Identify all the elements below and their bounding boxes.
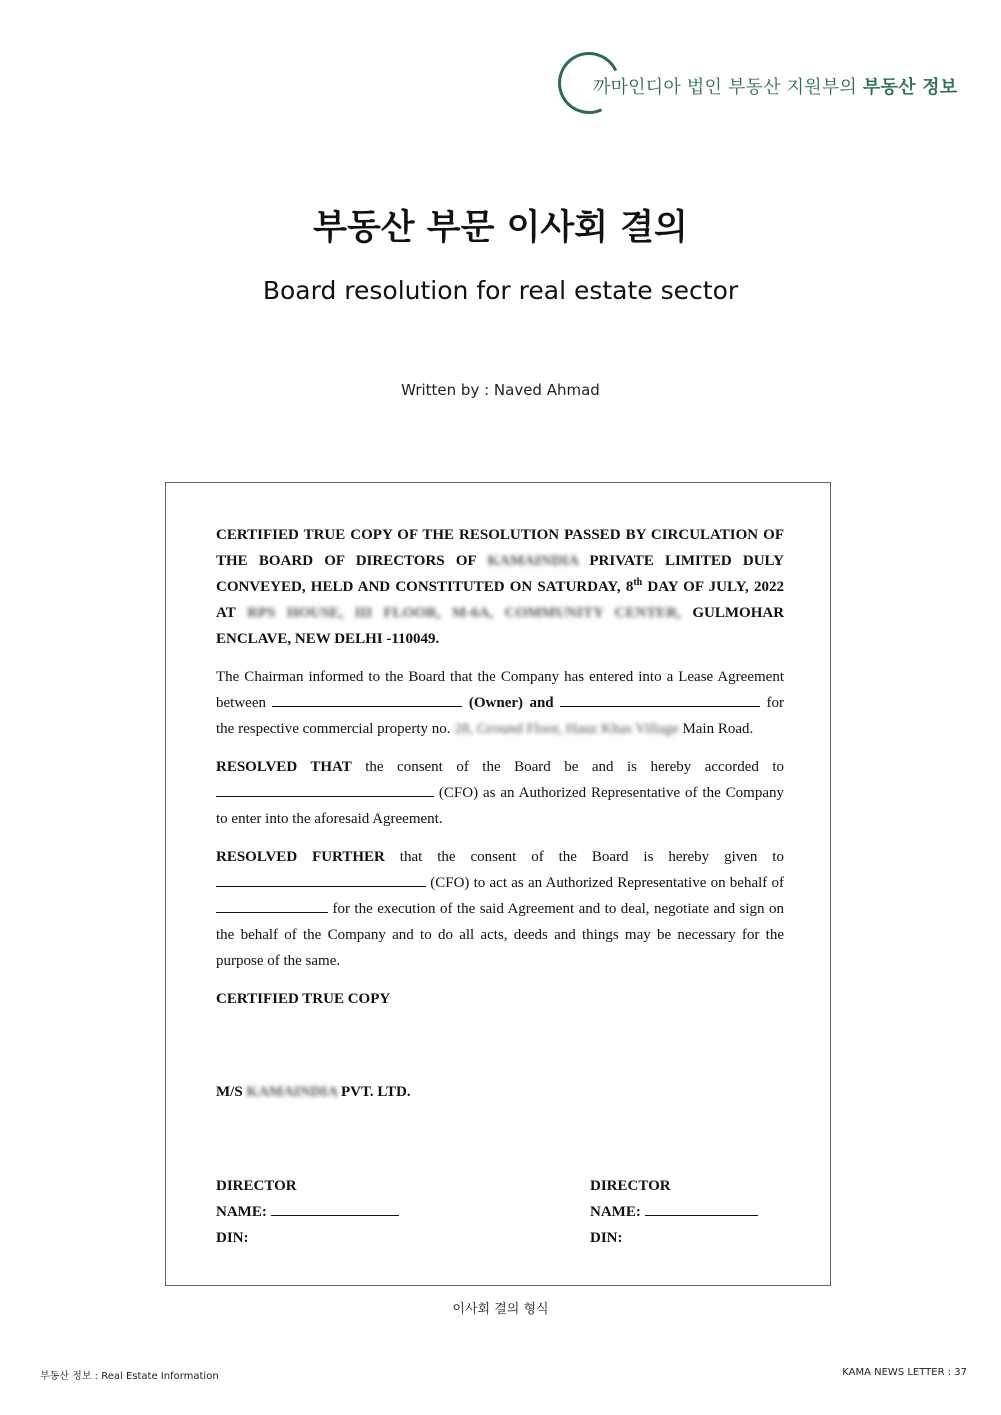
owner-label: (Owner) and [468, 695, 554, 711]
ms-suffix: PVT. LTD. [341, 1084, 411, 1100]
resolution-intro [216, 522, 784, 652]
author-line: Written by : Naved Ahmad [401, 381, 600, 399]
footer-section-label: 부동산 정보 : Real Estate Information [40, 1371, 219, 1382]
director-left-name-label: NAME: [216, 1204, 267, 1220]
company-signature-line [216, 1079, 784, 1105]
para3-text-2: (CFO) to act as an Authorized Representative on behalf of [430, 875, 784, 891]
intro-text-2: PRIVATE LIMITED DULY CONVEYED, HELD AND CONSTITUTED ON SATURDAY, 8 [216, 553, 785, 595]
resolved-further-label: RESOLVED FURTHER [216, 849, 385, 865]
owner-blank [272, 692, 462, 707]
redacted-company: KAMAINDIA [487, 553, 579, 569]
para1-text-1: The Chairman informed to the Board that the Company has entered into a Lease Agreement between [216, 669, 784, 711]
redacted-company-ms: KAMAINDIA [246, 1084, 338, 1100]
intro-text-1: CERTIFIED TRUE COPY OF THE RESOLUTION PASSED BY CIRCULATION OF THE BOARD OF DIRECTORS OF [216, 527, 784, 569]
intro-text-4: GULMOHAR ENCLAVE, NEW DELHI -110049. [216, 605, 785, 647]
director-left-block [216, 1173, 399, 1251]
para3-text-3: for the execution of the said Agreement and to deal, negotiate and sign on the behalf of the Company and to do all acts, deeds and things may be necessary for the purpose of the same. [216, 901, 784, 969]
director-right-name-row [590, 1199, 758, 1225]
page-title-korean: 부동산 부문 이사회 결의 [313, 208, 688, 248]
director-left-din-label: DIN: [216, 1230, 249, 1246]
section-header-highlight: 부동산 정보 [862, 77, 958, 98]
lessee-blank [560, 692, 760, 707]
director-left-name-blank [271, 1201, 399, 1216]
page-title-english: Board resolution for real estate sector [262, 276, 739, 305]
chairman-paragraph [216, 664, 784, 742]
resolved-that-paragraph [216, 754, 784, 832]
intro-sup: th [633, 577, 643, 588]
section-header [593, 73, 957, 99]
certified-true-copy: CERTIFIED TRUE COPY [216, 991, 391, 1007]
director-right-name-blank [645, 1201, 758, 1216]
director-right-din-label: DIN: [590, 1230, 623, 1246]
para1-text-2: for the respective commercial property no. [216, 695, 785, 737]
para2-text-2: (CFO) as an Authorized Representative of the Company to enter into the aforesaid Agreement. [216, 785, 784, 827]
resolution-document [216, 522, 784, 1117]
footer-page-number: KAMA NEWS LETTER : 37 [842, 1367, 967, 1378]
para2-text-1: the consent of the Board be and is hereby accorded to [365, 759, 784, 775]
redacted-property: 28, Ground Floor, Hauz Khas Village [454, 721, 679, 737]
resolved-that-label: RESOLVED THAT [216, 759, 352, 775]
figure-caption: 이사회 결의 형식 [452, 1302, 549, 1317]
para1-text-3: Main Road. [682, 721, 754, 737]
resolved-further-paragraph [216, 844, 784, 974]
section-header-prefix: 까마인디아 법인 부동산 지원부의 [593, 77, 857, 98]
intro-text-3: DAY OF JULY, 2022 AT [216, 579, 784, 621]
director-right-title: DIRECTOR [590, 1178, 671, 1194]
director-left-name-row [216, 1199, 399, 1225]
cfo-blank-1 [216, 782, 434, 797]
cfo-blank-2 [216, 872, 426, 887]
ms-prefix: M/S [216, 1084, 243, 1100]
director-left-title: DIRECTOR [216, 1178, 297, 1194]
director-right-name-label: NAME: [590, 1204, 641, 1220]
company-blank [216, 898, 328, 913]
redacted-address: RPS HOUSE, III FLOOR, M-6A, COMMUNITY CENTER, [247, 605, 681, 621]
para3-text-1: that the consent of the Board is hereby given to [399, 849, 784, 865]
director-right-block [590, 1173, 758, 1251]
